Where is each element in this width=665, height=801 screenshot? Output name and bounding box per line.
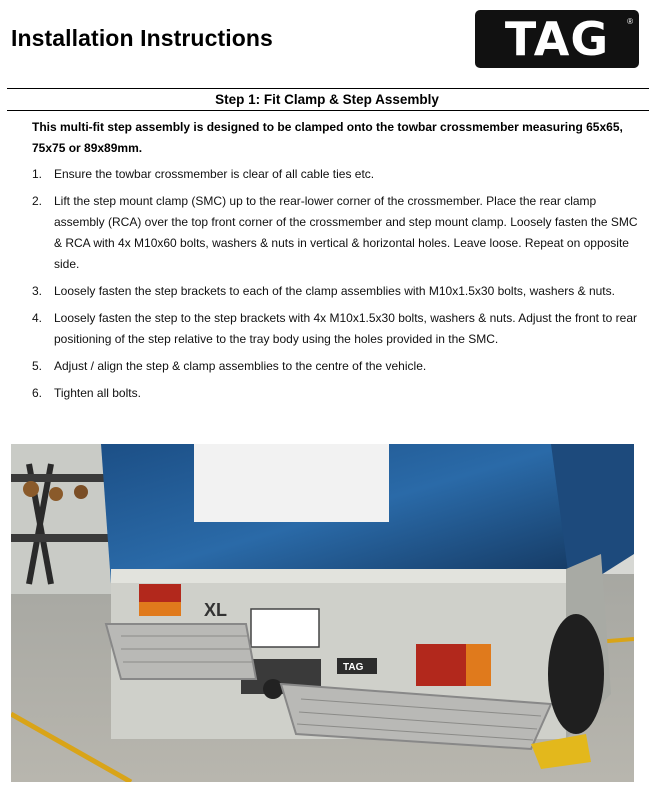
- tag-logo: [475, 10, 639, 68]
- step-number: 6.: [32, 386, 43, 400]
- rear-wheel: [548, 614, 604, 734]
- header-divider: [7, 88, 649, 89]
- list-item: [32, 191, 644, 275]
- step-number: 5.: [32, 359, 43, 373]
- step-number: 4.: [32, 311, 43, 325]
- number-plate: [251, 609, 319, 647]
- step-text: Lift the step mount clamp (SMC) up to the rear-lower corner of the crossmember. Place the rear clamp assembly (RCA) over the top front corner of the crossmember and step mount clamp. Loosely fasten the SMC & RCA with 4x M10x60 bolts, washers & nuts in vertical & horizontal holes. Leave loose. Repeat on opposite side.: [54, 194, 638, 271]
- page-title: Installation Instructions: [11, 25, 273, 51]
- step-text: Ensure the towbar crossmember is clear of all cable ties etc.: [54, 167, 375, 181]
- step-text: Tighten all bolts.: [54, 386, 141, 400]
- heading-divider: [7, 110, 649, 111]
- step-badge-text: TAG: [343, 662, 364, 673]
- step-number: 3.: [32, 284, 43, 298]
- step-text: Adjust / align the step & clamp assemblies to the centre of the vehicle.: [54, 359, 427, 373]
- step-text: Loosely fasten the step to the step brackets with 4x M10x1.5x30 bolts, washers & nuts. Adjust the front to rear positioning of the step relative to the tray body using the holes provided in the SMC.: [54, 311, 637, 346]
- step-number: 1.: [32, 167, 43, 181]
- logo-wordmark: TAG: [504, 12, 610, 66]
- list-item: [32, 281, 644, 302]
- registered-mark: ®: [627, 17, 633, 26]
- intro-paragraph: This multi-fit step assembly is designed to be clamped onto the towbar crossmember measuring 65x65, 75x75 or 89x89mm.: [32, 120, 623, 155]
- step-number: 2.: [32, 194, 43, 208]
- installation-photo: [11, 444, 634, 782]
- list-item: [32, 356, 644, 377]
- list-item: [32, 383, 644, 404]
- list-item: [32, 308, 644, 350]
- step-text: Loosely fasten the step brackets to each of the clamp assemblies with M10x1.5x30 bolts, washers & nuts.: [54, 284, 615, 298]
- plate-decal-text: XL: [204, 600, 228, 620]
- instruction-list: [32, 164, 644, 410]
- list-item: [32, 164, 644, 185]
- step-heading: Step 1: Fit Clamp & Step Assembly: [215, 92, 439, 107]
